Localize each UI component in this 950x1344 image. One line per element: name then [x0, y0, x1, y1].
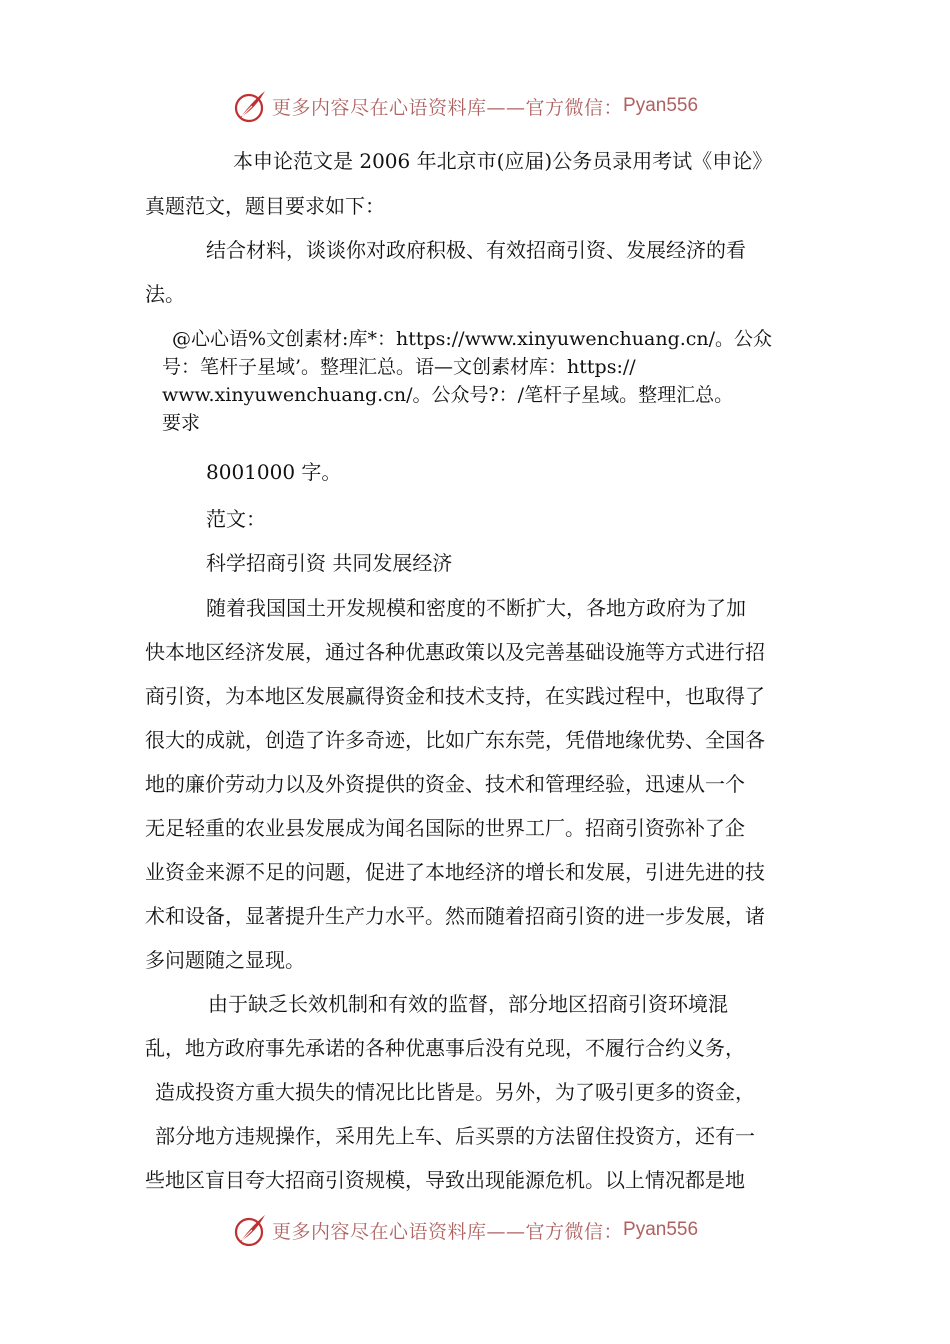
- essay-title: 科学招商引资 共同发展经济: [206, 551, 453, 575]
- watermark-line-3: www.xinyuwenchuang.cn/。公众号?：/笔杆子星域。整理汇总。: [162, 384, 734, 406]
- paragraph-1-line: 快本地区经济发展，通过各种优惠政策以及完善基础设施等方式进行招: [145, 640, 765, 664]
- banner-text: 更多内容尽在心语资料库——官方微信：: [272, 1220, 624, 1243]
- paragraph-2-line: 造成投资方重大损失的情况比比皆是。另外，为了吸引更多的资金，: [155, 1080, 755, 1104]
- quill-logo-icon: [232, 88, 268, 124]
- paragraph-1-line: 多问题随之显现。: [145, 948, 305, 972]
- paragraph-1-line: 术和设备，显著提升生产力水平。然而随着招商引资的进一步发展，诸: [145, 904, 765, 928]
- paragraph-1-line: 地的廉价劳动力以及外资提供的资金、技术和管理经验，迅速从一个: [145, 772, 745, 796]
- header-banner: [232, 86, 732, 126]
- quill-logo-icon: [232, 1212, 268, 1248]
- intro-line-2: 真题范文，题目要求如下：: [145, 194, 385, 218]
- intro-line-3: 结合材料，谈谈你对政府积极、有效招商引资、发展经济的看: [206, 238, 746, 262]
- paragraph-2-line: 些地区盲目夸大招商引资规模，导致出现能源危机。以上情况都是地: [145, 1168, 745, 1192]
- paragraph-2-line: 部分地方违规操作，采用先上车、后买票的方法留住投资方，还有一: [155, 1124, 755, 1148]
- paragraph-1-line: 无足轻重的农业县发展成为闻名国际的世界工厂。招商引资弥补了企: [145, 816, 745, 840]
- footer-banner: [232, 1210, 732, 1250]
- word-count: 8001000 字。: [206, 460, 342, 484]
- paragraph-1-line: 商引资，为本地区发展赢得资金和技术支持，在实践过程中，也取得了: [145, 684, 765, 708]
- paragraph-1-line: 业资金来源不足的问题，促进了本地经济的增长和发展，引进先进的技: [145, 860, 765, 884]
- watermark-line-4: 要求: [162, 412, 201, 434]
- banner-wechat-id: Pyan556: [623, 1219, 699, 1240]
- paragraph-1-line: 很大的成就，创造了许多奇迹，比如广东东莞，凭借地缘优势、全国各: [145, 728, 765, 752]
- paragraph-2-line: 乱，地方政府事先承诺的各种优惠事后没有兑现，不履行合约义务，: [145, 1036, 745, 1060]
- watermark-line-2: 号：笔杆子星域’。整理汇总。语—文创素材库：https://: [162, 356, 636, 378]
- banner-text: 更多内容尽在心语资料库——官方微信：: [272, 96, 624, 119]
- intro-line-1: 本申论范文是 2006 年北京市(应届)公务员录用考试《申论》: [233, 149, 773, 173]
- intro-line-4: 法。: [145, 282, 185, 306]
- paragraph-2-line: 由于缺乏长效机制和有效的监督，部分地区招商引资环境混: [208, 992, 728, 1016]
- banner-wechat-id: Pyan556: [623, 95, 699, 116]
- paragraph-1-line: 随着我国国土开发规模和密度的不断扩大，各地方政府为了加: [206, 596, 746, 620]
- watermark-line-1: @心心语%文创素材:库*：https://www.xinyuwenchuang.cn/。公众: [172, 328, 773, 350]
- essay-label: 范文：: [206, 507, 266, 531]
